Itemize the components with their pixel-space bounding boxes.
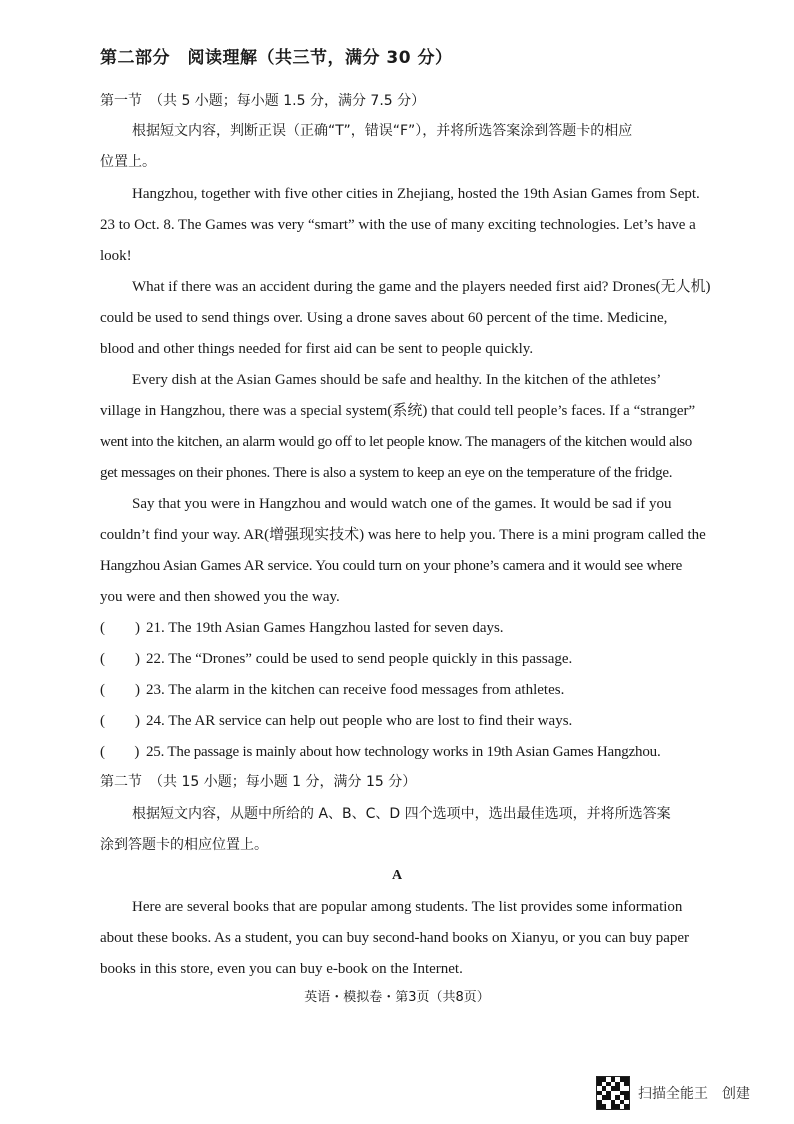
question-item: [100, 680, 730, 700]
section2-heading: 第二节 （共 15 小题；每小题 1 分，满分 15 分）: [100, 774, 417, 790]
passage-line: blood and other things needed for first aid can be sent to people quickly.: [100, 341, 534, 357]
passage-line: get messages on their phones. There is also a system to keep an eye on the temperature of the fridge.: [100, 465, 673, 481]
passage-line: Hangzhou, together with five other cities in Zhejiang, hosted the 19th Asian Games from Sept.: [132, 186, 700, 202]
section1-instruction: 位置上。: [100, 154, 156, 170]
passage-line: What if there was an accident during the game and the players needed first aid? Drones(无人机): [132, 279, 711, 295]
passage-line: look!: [100, 248, 132, 264]
section2-instruction: 涂到答题卡的相应位置上。: [100, 837, 268, 853]
passage-line: Here are several books that are popular among students. The list provides some information: [132, 899, 683, 915]
scanner-watermark: [596, 1076, 750, 1110]
question-item: [100, 742, 730, 762]
question-item: [100, 649, 730, 669]
question-text: 22. The “Drones” could be used to send people quickly in this passage.: [146, 651, 573, 667]
passage-line: 23 to Oct. 8. The Games was very “smart” with the use of many exciting technologies. Let’s have a: [100, 217, 696, 233]
page-footer: 英语・模拟卷・第3页（共8页）: [304, 990, 490, 1005]
passage-line: could be used to send things over. Using a drone saves about 60 percent of the time. Medicine,: [100, 310, 668, 326]
question-text: 21. The 19th Asian Games Hangzhou lasted for seven days.: [146, 620, 504, 636]
passage-line: books in this store, even you can buy e-book on the Internet.: [100, 961, 463, 977]
question-item: [100, 618, 730, 638]
section2-instruction: 根据短文内容，从题中所给的 A、B、C、D 四个选项中，选出最佳选项，并将所选答案: [132, 806, 671, 822]
answer-blank[interactable]: ( ): [100, 682, 140, 698]
part-title: 第二部分 阅读理解（共三节，满分 30 分）: [100, 48, 453, 68]
passage-label: A: [391, 868, 403, 883]
qr-code-icon: [596, 1076, 630, 1110]
answer-blank[interactable]: ( ): [100, 744, 140, 760]
answer-blank[interactable]: ( ): [100, 651, 140, 667]
passage-line: Every dish at the Asian Games should be safe and healthy. In the kitchen of the athletes’: [132, 372, 662, 388]
answer-blank[interactable]: ( ): [100, 713, 140, 729]
question-item: [100, 711, 730, 731]
passage-line: Hangzhou Asian Games AR service. You could turn on your phone’s camera and it would see where: [100, 558, 683, 574]
passage-line: couldn’t find your way. AR(增强现实技术) was here to help you. There is a mini program called the: [100, 527, 706, 543]
question-text: 25. The passage is mainly about how technology works in 19th Asian Games Hangzhou.: [146, 744, 661, 760]
passage-line: went into the kitchen, an alarm would go off to let people know. The managers of the kitchen would also: [100, 434, 692, 450]
answer-blank[interactable]: ( ): [100, 620, 140, 636]
passage-line: about these books. As a student, you can buy second-hand books on Xianyu, or you can buy paper: [100, 930, 690, 946]
passage-line: Say that you were in Hangzhou and would watch one of the games. It would be sad if you: [132, 496, 672, 512]
question-text: 24. The AR service can help out people who are lost to find their ways.: [146, 713, 573, 729]
passage-line: you were and then showed you the way.: [100, 589, 340, 605]
watermark-text: 扫描全能王 创建: [638, 1086, 750, 1102]
section1-instruction: 根据短文内容，判断正误（正确“T”，错误“F”），并将所选答案涂到答题卡的相应: [132, 123, 633, 139]
question-text: 23. The alarm in the kitchen can receive food messages from athletes.: [146, 682, 565, 698]
section1-heading: 第一节 （共 5 小题；每小题 1.5 分，满分 7.5 分）: [100, 93, 426, 109]
passage-line: village in Hangzhou, there was a special system(系统) that could tell people’s faces. If a “stranger”: [100, 403, 696, 419]
